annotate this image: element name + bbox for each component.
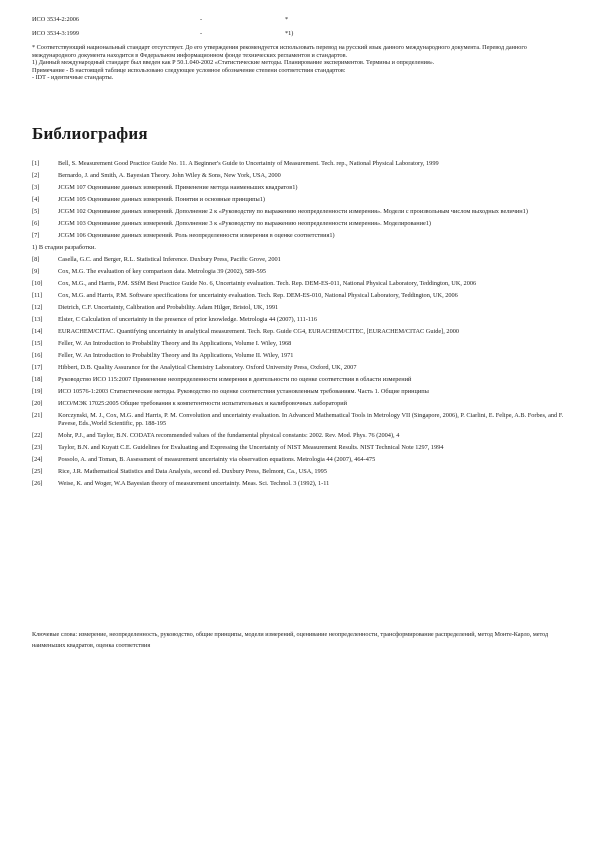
bibliography-entry bbox=[32, 160, 567, 168]
bibliography-entry bbox=[32, 304, 567, 312]
standard-mark: *1) bbox=[285, 30, 294, 37]
bibliography-entry bbox=[32, 376, 567, 384]
entry-text: Hibbert, D.B. Quality Assurance for the Analytical Chemistry Laboratory. Oxford University Press, Oxford, UK, 2007 bbox=[58, 364, 357, 371]
bibliography-entry bbox=[32, 468, 567, 476]
entry-number: [24] bbox=[32, 455, 43, 463]
entry-number: [8] bbox=[32, 256, 40, 263]
bibliography-entry bbox=[32, 388, 567, 396]
entry-text: Taylor, B.N. and Kuyatt C.E. Guidelines for Evaluating and Expressing the Uncertainty of NIST Measurement Results. NIST Technical Note 1297, 1994 bbox=[58, 443, 444, 451]
bibliography-entry bbox=[32, 208, 567, 216]
entry-number: [12] bbox=[32, 304, 43, 311]
entry-text: ИСО/МЭК 17025:2005 Общие требования к компетентности испытательных и калибровочных лабораторий bbox=[58, 400, 348, 407]
note-paragraph: Примечание - В настоящей таблице использовано следующее условное обозначение степени соответствия стандартов: bbox=[32, 66, 346, 74]
entry-text: JCGM 106 Оценивание данных измерений. Роль неопределенности измерения в оценке соответствия1) bbox=[58, 232, 335, 239]
standard-dash: - bbox=[200, 30, 203, 37]
keywords: Ключевые слова: измерение, неопределенность, руководство, общие принципы, модели измерений, оценивание неопределенности, трансформирование распределений, метод Монте-Карло, метод наименьших квадратов, оценка соответствия bbox=[32, 631, 549, 649]
entry-text: JCGM 103 Оценивание данных измерений. Дополнение 3 к «Руководству по выражению неопределенности измерения». Моделирование1) bbox=[58, 220, 431, 227]
bibliography-entry bbox=[32, 364, 567, 372]
bibliography-entry bbox=[32, 292, 567, 300]
entry-number: [16] bbox=[32, 352, 43, 359]
entry-text: Cox, M.G., and Harris, P.M. SSfM Best Practice Guide No. 6, Uncertainty evaluation. Tech. Rep. DEM-ES-011, National Physical Laboratory, Teddington, UK, 2006 bbox=[58, 280, 477, 287]
entry-number: [17] bbox=[32, 364, 43, 371]
standard-dash: - bbox=[200, 16, 203, 23]
entry-number: [2] bbox=[32, 172, 40, 179]
bibliography-entry bbox=[32, 232, 567, 240]
bibliography-entry bbox=[32, 328, 567, 336]
table-notes bbox=[32, 44, 567, 82]
note-paragraph: * Соответствующий национальный стандарт отсутствует. До его утверждения рекомендуется использовать перевод на русский язык данного международного документа. Перевод данного международного документа находится в Федеральном информационном фонде технических регламентов и стандартов. bbox=[32, 44, 527, 59]
entry-text: Korczynski, M. J., Cox, M.G. and Harris, P. M. Convolution and uncertainty evaluation. In Advanced Mathematical Tools in Metrology VII (Singapore, 2006), P. Ciarlini, E. Felipe, A.B. Forbes, and F. Pavese, Eds.,World Scientific, pp. 188-195 bbox=[58, 412, 564, 427]
bibliography-entry bbox=[32, 352, 567, 360]
bibliography-entry bbox=[32, 432, 567, 440]
entry-text: Weise, K. and Woger, W.A Bayesian theory of measurement uncertainty. Meas. Sci. Technol. 3 (1992), 1-11 bbox=[58, 479, 330, 487]
entry-text: Bell, S. Measurement Good Practice Guide No. 11. A Beginner's Guide to Uncertainty of Measurement. Tech. rep., National Physical Laboratory, 1999 bbox=[58, 160, 439, 167]
entry-number: [26] bbox=[32, 479, 43, 487]
bibliography-entry bbox=[32, 444, 567, 452]
entry-text: Bernardo, J. and Smith, A. Bayesian Theory. John Wiley & Sons, New York, USA, 2000 bbox=[58, 172, 281, 179]
bibliography-entry bbox=[32, 268, 567, 276]
page-title: Библиография bbox=[32, 124, 148, 143]
entry-text: EURACHEM/CITAC. Quantifying uncertainty in analytical measurement. Tech. Rep. Guide CG4, EURACHEM/CITEC, [EURACHEM/CITAC Guide], 2000 bbox=[58, 328, 460, 335]
note-paragraph: - IDT - идентичные стандарты. bbox=[32, 74, 114, 82]
entry-text: JCGM 102 Оценивание данных измерений. Дополнение 2 к «Руководству по выражению неопределенности измерения». Модели с произвольным числом выходных величин1) bbox=[58, 208, 528, 215]
bibliography-list bbox=[32, 160, 567, 492]
entry-number: [7] bbox=[32, 232, 40, 239]
entry-number: [18] bbox=[32, 376, 43, 383]
entry-text: Rice, J.R. Mathematical Statistics and Data Analysis, second ed. Duxbury Press, Belmont, Ca., USA, 1995 bbox=[58, 467, 327, 475]
bibliography-entry bbox=[32, 400, 567, 408]
footnote-text: 1) В стадии разработки. bbox=[32, 244, 96, 251]
entry-text: Cox, M.G. and Harris, P.M. Software specifications for uncertainty evaluation. Tech. Rep. DEM-ES-010, National Physical Laboratory, Teddington, UK, 2006 bbox=[58, 292, 458, 299]
bibliography-entry bbox=[32, 280, 567, 288]
entry-text: JCGM 105 Оценивание данных измерений. Понятия и основные принципы1) bbox=[58, 196, 265, 203]
bibliography-entry bbox=[32, 340, 567, 348]
entry-number: [15] bbox=[32, 340, 43, 347]
entry-text: Possolo, A. and Toman, B. Assessment of measurement uncertainty via observation equations. Metrologia 44 (2007), 464-475 bbox=[58, 455, 376, 463]
entry-number: [1] bbox=[32, 160, 40, 167]
standard-mark: * bbox=[285, 16, 289, 23]
entry-text: Mohr, P.J., and Taylor, B.N. CODATA recommended values of the fundamental physical constants: 2002. Rev. Mod. Phys. 76 (2004), 4 bbox=[58, 431, 400, 439]
entry-number: [10] bbox=[32, 280, 43, 287]
entry-number: [9] bbox=[32, 268, 40, 275]
entry-number: [22] bbox=[32, 431, 43, 439]
entry-text: Casella, G.C. and Berger, R.L. Statistical Inference. Duxbury Press, Pacific Grove, 2001 bbox=[58, 256, 281, 263]
entry-text: ИСО 10576-1:2003 Статистические методы. Руководство по оценке соответствия установленным требованиям. Часть 1. Общие принципы bbox=[58, 388, 429, 395]
entry-number: [5] bbox=[32, 208, 40, 215]
entry-number: [14] bbox=[32, 328, 43, 335]
entry-number: [25] bbox=[32, 467, 43, 475]
bibliography-entry bbox=[32, 480, 567, 488]
entry-number: [13] bbox=[32, 316, 43, 323]
entry-text: JCGM 107 Оценивание данных измерений. Применение метода наименьших квадратов1) bbox=[58, 184, 298, 191]
bibliography-entry bbox=[32, 256, 567, 264]
standard-code: ИСО 3534-3:1999 bbox=[32, 30, 80, 37]
bibliography-entry bbox=[32, 412, 567, 427]
bibliography-entry bbox=[32, 220, 567, 228]
entry-text: Feller, W. An Introduction to Probability Theory and Its Applications, Volume I. Wiley, 1968 bbox=[58, 340, 292, 347]
entry-text: Cox, M.G. The evaluation of key comparison data. Metrologia 39 (2002), 589-595 bbox=[58, 268, 266, 275]
entry-number: [21] bbox=[32, 412, 43, 419]
entry-number: [20] bbox=[32, 400, 43, 407]
entry-number: [19] bbox=[32, 388, 43, 395]
entry-text: Feller, W. An Introduction to Probability Theory and Its Applications, Volume II. Wiley, 1971 bbox=[58, 352, 294, 359]
entry-number: [23] bbox=[32, 443, 43, 451]
bibliography-entry bbox=[32, 184, 567, 192]
entry-number: [4] bbox=[32, 196, 40, 203]
entry-number: [3] bbox=[32, 184, 40, 191]
entry-text: Elster, C Calculation of uncertainty in the presence of prior knowledge. Metrologia 44 (2007), 111-116 bbox=[58, 316, 318, 323]
entry-number: [6] bbox=[32, 220, 40, 227]
note-paragraph: 1) Данный международный стандарт был введен как Р 50.1.040-2002 «Статистические методы. Планирование экспериментов. Термины и определения». bbox=[32, 59, 435, 67]
standard-code: ИСО 3534-2:2006 bbox=[32, 16, 80, 23]
bibliography-entry bbox=[32, 172, 567, 180]
bibliography-entry bbox=[32, 316, 567, 324]
bibliography-entry bbox=[32, 456, 567, 464]
entry-text: Dietrich, C.F. Uncertainty, Calibration and Probability. Adam Hilger, Bristol, UK, 1991 bbox=[58, 304, 279, 311]
bibliography-entry bbox=[32, 196, 567, 204]
entry-number: [11] bbox=[32, 292, 43, 299]
entry-text: Руководство ИСО 115:2007 Применение неопределенности измерения в деятельности по оценке соответствия в области измерений bbox=[58, 376, 412, 383]
